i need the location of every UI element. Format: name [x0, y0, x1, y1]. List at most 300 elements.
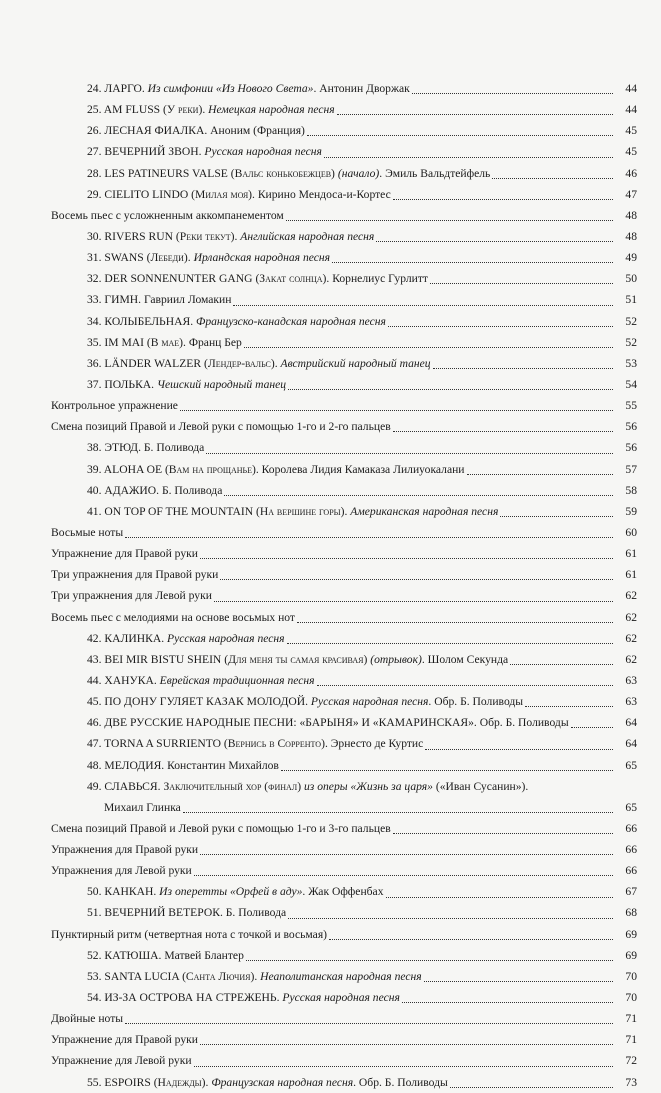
- dot-leader: [183, 812, 637, 813]
- toc-entry-text: [87, 268, 637, 289]
- dot-leader: [288, 918, 637, 919]
- dot-leader: [424, 981, 637, 982]
- dot-leader: [180, 410, 637, 411]
- dot-leader: [288, 389, 637, 390]
- dot-leader: [388, 326, 637, 327]
- toc-entry-title: [87, 437, 204, 458]
- toc-entry[interactable]: [0, 733, 661, 754]
- toc-entry-plain: . Обр. Б. Поливоды: [428, 695, 524, 709]
- toc-entry-smallcaps: (Вам на прощанье): [164, 462, 256, 476]
- toc-entry[interactable]: [0, 501, 661, 522]
- toc-entry[interactable]: [0, 649, 661, 670]
- toc-entry[interactable]: [0, 247, 661, 268]
- toc-entry-smallcaps: (Для меня ты самая красивая): [224, 652, 368, 666]
- toc-entry-text: [87, 332, 637, 353]
- toc-entry[interactable]: [0, 818, 661, 839]
- toc-entry-text: [87, 99, 637, 120]
- toc-entry[interactable]: [0, 585, 661, 606]
- toc-entry-text: [87, 78, 637, 99]
- toc-entry-main: 53. SANTA LUCIA: [87, 969, 183, 983]
- toc-entry-title: [87, 268, 428, 289]
- page-number: 70: [613, 987, 637, 1008]
- toc-entry-smallcaps: Заключительный хор (финал): [163, 779, 302, 793]
- toc-entry-italic: Немецкая народная песня: [208, 103, 335, 117]
- dot-leader: [393, 431, 637, 432]
- toc-entry-title: [87, 226, 374, 247]
- toc-entry[interactable]: [0, 78, 661, 99]
- toc-entry-text: [87, 733, 637, 754]
- page-number: 62: [613, 649, 637, 670]
- toc-entry-text: [87, 987, 637, 1008]
- toc-entry-main: Упражнение для Правой руки: [51, 547, 198, 561]
- toc-entry-text: [51, 818, 637, 839]
- page-number: 66: [613, 860, 637, 881]
- toc-entry-text: [87, 184, 637, 205]
- toc-entry-title: [87, 141, 322, 162]
- dot-leader: [307, 135, 637, 136]
- toc-entry-main: 48. МЕЛОДИЯ. Константин Михайлов: [87, 758, 279, 772]
- toc-entry-text: [87, 374, 637, 395]
- toc-entry-text: [51, 205, 637, 226]
- page-number: 69: [613, 945, 637, 966]
- toc-entry[interactable]: [0, 987, 661, 1008]
- toc-entry-italic: Французско-канадская народная песня: [196, 314, 386, 328]
- toc-entry-plain: . Эмиль Вальдтейфель: [379, 166, 491, 180]
- toc-entry-plain: . Жак Оффенбах: [302, 885, 384, 899]
- dot-leader: [337, 114, 637, 115]
- toc-entry-main: 49. СЛАВЬСЯ.: [87, 779, 164, 793]
- toc-entry-title: [104, 797, 181, 818]
- toc-entry-plain: . Эрнесто де Куртис: [324, 737, 424, 751]
- toc-entry-title: [87, 628, 285, 649]
- toc-entry-title: [51, 1008, 123, 1029]
- page-number: 44: [613, 99, 637, 120]
- toc-entry[interactable]: [0, 480, 661, 501]
- dot-leader: [467, 474, 638, 475]
- toc-entry-main: 52. КАТЮША. Матвей Блантер: [87, 948, 244, 962]
- toc-entry[interactable]: [0, 797, 661, 818]
- page-number: 49: [613, 247, 637, 268]
- toc-entry-text: [51, 924, 637, 945]
- toc-entry-text: [87, 670, 637, 691]
- dot-leader: [220, 579, 637, 580]
- page-number: 54: [613, 374, 637, 395]
- toc-entry-title: [51, 543, 198, 564]
- toc-entry-main: 42. КАЛИНКА.: [87, 631, 168, 645]
- dot-leader: [425, 749, 637, 750]
- toc-entry[interactable]: [0, 416, 661, 437]
- toc-entry[interactable]: [0, 459, 661, 480]
- page-number: 45: [613, 141, 637, 162]
- dot-leader: [317, 685, 637, 686]
- toc-entry-title: [87, 1072, 448, 1093]
- toc-entry[interactable]: [0, 268, 661, 289]
- dot-leader: [125, 1023, 637, 1024]
- toc-entry-title: [87, 966, 422, 987]
- toc-entry[interactable]: [0, 311, 661, 332]
- page-number: 48: [613, 226, 637, 247]
- dot-leader: [450, 1087, 637, 1088]
- toc-entry-text: [87, 649, 637, 670]
- toc-entry-title: [51, 416, 391, 437]
- toc-entry-main: 46. ДВЕ РУССКИЕ НАРОДНЫЕ ПЕСНИ: «БАРЫНЯ» И «КАМАРИНСКАЯ». Обр. Б. Поливоды: [87, 716, 569, 730]
- toc-entry-italic: Русская народная песня: [167, 631, 285, 645]
- dot-leader: [386, 897, 637, 898]
- toc-entry-main: 43. BEI MIR BISTU SHEIN: [87, 652, 225, 666]
- toc-entry-text: [51, 1008, 637, 1029]
- dot-leader: [200, 854, 637, 855]
- page-number: 65: [613, 797, 637, 818]
- toc-entry-plain: . Антонин Дворжак: [313, 82, 410, 95]
- toc-entry-main: 36. LÄNDER WALZER: [87, 356, 205, 370]
- toc-entry[interactable]: [0, 395, 661, 416]
- page-number: 59: [613, 501, 637, 522]
- page-number: 71: [613, 1029, 637, 1050]
- dot-leader: [194, 1066, 637, 1067]
- toc-entry-main: 35. IM MAI: [87, 335, 147, 349]
- toc-entry-title: [51, 205, 284, 226]
- toc-entry-title: [51, 395, 178, 416]
- page-number: 66: [613, 839, 637, 860]
- toc-entry-title: [51, 1050, 192, 1071]
- toc-entry-title: [51, 1029, 198, 1050]
- page-number: 55: [613, 395, 637, 416]
- toc-entry-title: [87, 987, 400, 1008]
- toc-entry-text: [87, 501, 637, 522]
- toc-entry-text: [87, 437, 637, 458]
- toc-entry-italic: Английская народная песня: [240, 229, 375, 243]
- page-number: 48: [613, 205, 637, 226]
- dot-leader: [286, 220, 637, 221]
- toc-entry-main: Восемь пьес с мелодиями на основе восьмых нот: [51, 610, 295, 624]
- toc-entry-title: [87, 480, 222, 501]
- toc-entry-text: [51, 839, 637, 860]
- toc-entry-smallcaps: (Закат солнца): [255, 272, 327, 286]
- toc-entry-main: 33. ГИМН. Гавриил Ломакин: [87, 293, 232, 307]
- toc-entry-text: [87, 226, 637, 247]
- toc-entry-italic: Русская народная песня: [310, 695, 429, 709]
- toc-entry-main: Двойные ноты: [51, 1012, 124, 1026]
- toc-entry[interactable]: [0, 881, 661, 902]
- toc-entry[interactable]: [0, 839, 661, 860]
- toc-entry-title: [87, 289, 231, 310]
- page-number: 70: [613, 966, 637, 987]
- page-number: 52: [613, 311, 637, 332]
- toc-entry-text: [87, 966, 637, 987]
- toc-entry-smallcaps: (У реки): [163, 103, 203, 117]
- dot-leader: [430, 283, 637, 284]
- toc-entry-title: [87, 311, 386, 332]
- dot-leader: [393, 199, 637, 200]
- toc-entry-plain: .: [274, 356, 281, 370]
- toc-entry-italic: (отрывок): [370, 652, 422, 666]
- toc-entry[interactable]: [0, 564, 661, 585]
- page-number: 62: [613, 607, 637, 628]
- toc-entry-title: [51, 564, 218, 585]
- toc-entry-plain: .: [202, 103, 209, 117]
- toc-entry-main: Упражнение для Левой руки: [51, 1054, 192, 1068]
- toc-entry-plain: . Франц Бер: [183, 335, 242, 349]
- toc-entry-title: [87, 755, 279, 776]
- toc-entry[interactable]: [0, 776, 661, 797]
- dot-leader: [329, 939, 637, 940]
- dot-leader: [332, 262, 637, 263]
- toc-entry[interactable]: [0, 374, 661, 395]
- toc-entry-italic: Неаполитанская народная песня: [260, 969, 422, 983]
- toc-entry-main: 29. CIELITO LINDO: [87, 187, 192, 201]
- toc-entry-title: [87, 670, 315, 691]
- toc-entry-text: [87, 163, 637, 184]
- toc-entry-main: 30. RIVERS RUN: [87, 229, 176, 243]
- toc-entry-title: [87, 902, 286, 923]
- toc-entry[interactable]: [0, 332, 661, 353]
- toc-entry-plain: .: [234, 229, 241, 243]
- toc-entry-title: [87, 184, 391, 205]
- toc-entry-smallcaps: (Реки текут): [175, 229, 235, 243]
- toc-entry-plain: . Шолом Секунда: [421, 652, 509, 666]
- toc-entry-main: Упражнения для Левой руки: [51, 864, 192, 878]
- toc-entry-main: 34. КОЛЫБЕЛЬНАЯ.: [87, 314, 196, 328]
- toc-entry-text: [87, 353, 637, 374]
- toc-entry-italic: из оперы «Жизнь за царя»: [304, 779, 433, 793]
- toc-entry-text: [51, 1050, 637, 1071]
- page-number: 71: [613, 1008, 637, 1029]
- page-number: 45: [613, 120, 637, 141]
- toc-entry[interactable]: [0, 607, 661, 628]
- page-number: 60: [613, 522, 637, 543]
- toc-entry-main: Пунктирный ритм (четвертная нота с точкой и восьмая): [51, 927, 328, 941]
- toc-entry[interactable]: [0, 353, 661, 374]
- page-number: 68: [613, 902, 637, 923]
- page-number: 65: [613, 755, 637, 776]
- dot-leader: [287, 643, 637, 644]
- dot-leader: [125, 537, 637, 538]
- toc-entry[interactable]: [0, 755, 661, 776]
- toc-entry[interactable]: [0, 1008, 661, 1029]
- dot-leader: [214, 601, 637, 602]
- toc-entry-title: [87, 776, 528, 797]
- toc-entry-text: [51, 522, 637, 543]
- toc-entry-smallcaps: (На вершине горы): [256, 504, 345, 518]
- toc-entry-smallcaps: (Вернись в Сорренто): [223, 737, 325, 751]
- toc-entry-title: [51, 585, 212, 606]
- toc-entry[interactable]: [0, 163, 661, 184]
- toc-entry-title: [87, 501, 498, 522]
- toc-entry-text: [87, 247, 637, 268]
- toc-entry[interactable]: [0, 902, 661, 923]
- toc-entry-main: 26. ЛЕСНАЯ ФИАЛКА. Аноним (Франция): [87, 124, 305, 138]
- page-number: 72: [613, 1050, 637, 1071]
- page-number: 63: [613, 670, 637, 691]
- toc-entry[interactable]: [0, 141, 661, 162]
- page-number: 63: [613, 691, 637, 712]
- toc-entry-main: 54. ИЗ-ЗА ОСТРОВА НА СТРЕЖЕНЬ.: [87, 991, 283, 1005]
- toc-entry-main: 45. ПО ДОНУ ГУЛЯЕТ КАЗАК МОЛОДОЙ.: [87, 695, 311, 709]
- toc-entry-main: Михаил Глинка: [104, 800, 181, 814]
- toc-entry-text: [87, 120, 637, 141]
- dot-leader: [393, 833, 637, 834]
- toc-entry-italic: Из симфонии «Из Нового Света»: [147, 82, 314, 95]
- toc-entry[interactable]: [0, 1029, 661, 1050]
- toc-entry-main: 38. ЭТЮД. Б. Поливода: [87, 441, 205, 455]
- toc-entry-smallcaps: (Надежды): [153, 1075, 206, 1089]
- toc-entry-title: [87, 78, 410, 99]
- toc-entry-text: [51, 585, 637, 606]
- toc-entry[interactable]: [0, 522, 661, 543]
- toc-entry[interactable]: [0, 543, 661, 564]
- toc-entry-text: [87, 691, 637, 712]
- toc-entry-text: [87, 902, 637, 923]
- dot-leader: [412, 93, 637, 94]
- toc-entry-plain: . Королева Лидия Камаказа Лилиуокалани: [255, 462, 465, 476]
- toc-entry[interactable]: [0, 691, 661, 712]
- toc-entry-main: 25. AM FLUSS: [87, 103, 164, 117]
- toc-entry-title: [87, 712, 569, 733]
- toc-entry-main: 28. LES PATINEURS VALSE: [87, 166, 231, 180]
- dot-leader: [224, 495, 637, 496]
- dot-leader: [194, 875, 637, 876]
- toc-entry-main: 40. АДАЖИО. Б. Поливода: [87, 483, 223, 497]
- page-number: 69: [613, 924, 637, 945]
- dot-leader: [233, 305, 637, 306]
- toc-entry-main: 39. ALOHA OE: [87, 462, 165, 476]
- page-number: 58: [613, 480, 637, 501]
- toc-entry-title: [87, 163, 490, 184]
- toc-entry-smallcaps: (Вальс конькобежцев): [230, 166, 335, 180]
- toc-entry-text: [87, 628, 637, 649]
- page-number: 44: [613, 78, 637, 99]
- toc-entry-italic: Русская народная песня: [204, 145, 322, 159]
- toc-entry[interactable]: [0, 1072, 661, 1093]
- toc-entry[interactable]: [0, 1050, 661, 1071]
- toc-entry-text: [87, 459, 637, 480]
- toc-entry-main: 41. ON TOP OF THE MOUNTAIN: [87, 504, 257, 518]
- dot-leader: [297, 622, 637, 623]
- toc-entry[interactable]: [0, 670, 661, 691]
- page-number: 46: [613, 163, 637, 184]
- toc-entry-plain: .: [254, 969, 261, 983]
- toc-entry[interactable]: [0, 860, 661, 881]
- toc-entry-italic: Чешский народный танец: [156, 377, 287, 391]
- toc-entry-smallcaps: (В мае): [146, 335, 184, 349]
- toc-entry[interactable]: [0, 99, 661, 120]
- page-number: 73: [613, 1072, 637, 1093]
- toc-entry[interactable]: [0, 945, 661, 966]
- toc-entry-main: Восьмые ноты: [51, 525, 124, 539]
- toc-entry-text: [51, 1029, 637, 1050]
- toc-entry[interactable]: [0, 924, 661, 945]
- toc-entry-italic: Из оперетты «Орфей в аду»: [159, 885, 303, 899]
- toc-entry-main: 51. ВЕЧЕРНИЙ ВЕТЕРОК. Б. Поливода: [87, 906, 287, 920]
- page-number: 51: [613, 289, 637, 310]
- page-number: 62: [613, 585, 637, 606]
- toc-entry-text: [104, 797, 637, 818]
- toc-entry-main: 44. ХАНУКА.: [87, 673, 160, 687]
- toc-entry-smallcaps: (Лебеди): [146, 251, 188, 265]
- dot-leader: [200, 1044, 637, 1045]
- toc-entry-main: 47. TORNA A SURRIENTO: [87, 737, 224, 751]
- toc-entry[interactable]: [0, 226, 661, 247]
- page-number: 53: [613, 353, 637, 374]
- toc-entry-text: [87, 881, 637, 902]
- toc-entry-title: [87, 733, 423, 754]
- toc-entry-smallcaps: (Лендер-вальс): [204, 356, 275, 370]
- dot-leader: [206, 453, 637, 454]
- toc-entry-text: [87, 289, 637, 310]
- toc-entry-title: [51, 860, 192, 881]
- dot-leader: [200, 558, 637, 559]
- toc-entry-title: [87, 247, 330, 268]
- toc-entry-italic: Французская народная песня: [211, 1075, 354, 1089]
- toc-entry-plain: . Обр. Б. Поливоды: [353, 1075, 448, 1089]
- page-number: 50: [613, 268, 637, 289]
- toc-entry-main: Три упражнения для Правой руки: [51, 568, 219, 582]
- toc-entry-title: [51, 607, 295, 628]
- toc-entry[interactable]: [0, 966, 661, 987]
- toc-entry-main: 32. DER SONNENUNTER GANG: [87, 272, 256, 286]
- toc-entry-plain: . Кирино Мендоса-и-Кортес: [252, 187, 391, 201]
- page-number: 66: [613, 818, 637, 839]
- toc-entry-smallcaps: (Милая моя): [191, 187, 253, 201]
- toc-entry-title: [51, 924, 327, 945]
- toc-entry[interactable]: [0, 184, 661, 205]
- toc-entry-plain: .: [187, 251, 194, 265]
- toc-entry[interactable]: [0, 120, 661, 141]
- toc-entry-title: [51, 839, 198, 860]
- toc-entry-text: [51, 416, 637, 437]
- toc-entry-main: Упражнение для Правой руки: [51, 1033, 198, 1047]
- toc-entry-main: Смена позиций Правой и Левой руки с помощью 1-го и 3-го пальцев: [51, 821, 391, 835]
- toc-entry[interactable]: [0, 289, 661, 310]
- toc-entry-plain: . Корнелиус Гурлитт: [326, 272, 428, 286]
- toc-entry-plain: .: [344, 504, 351, 518]
- toc-entry-title: [87, 691, 523, 712]
- toc-entry-italic: Еврейская традиционная песня: [159, 673, 315, 687]
- toc-entry[interactable]: [0, 437, 661, 458]
- dot-leader: [281, 770, 637, 771]
- toc-entry-smallcaps: (Санта Лючия): [182, 969, 255, 983]
- toc-entry-text: [87, 712, 637, 733]
- toc-entry-title: [87, 120, 305, 141]
- toc-entry[interactable]: [0, 205, 661, 226]
- toc-entry-italic: Русская народная песня: [282, 991, 400, 1005]
- toc-entry-main: 24. ЛАРГО.: [87, 82, 148, 95]
- toc-entry-title: [87, 881, 384, 902]
- toc-entry-text: [87, 755, 637, 776]
- toc-entry-plain: .: [205, 1075, 212, 1089]
- toc-entry-main: Смена позиций Правой и Левой руки с помощью 1-го и 2-го пальцев: [51, 420, 391, 434]
- dot-leader: [402, 1002, 637, 1003]
- toc-entry[interactable]: [0, 628, 661, 649]
- toc-entry-text: [87, 776, 637, 797]
- page-number: 52: [613, 332, 637, 353]
- toc-entry-main: Три упражнения для Левой руки: [51, 589, 212, 603]
- toc-entry-main: 31. SWANS: [87, 251, 147, 265]
- toc-entry-main: 55. ESPOIRS: [87, 1075, 154, 1089]
- dot-leader: [376, 241, 637, 242]
- dot-leader: [324, 157, 637, 158]
- dot-leader: [246, 960, 637, 961]
- toc-entry-text: [51, 564, 637, 585]
- toc-entry-italic: (начало): [337, 166, 380, 180]
- toc-entry-main: Упражнения для Правой руки: [51, 843, 199, 857]
- toc-entry[interactable]: [0, 712, 661, 733]
- toc-entry-main: 37. ПОЛЬКА.: [87, 377, 157, 391]
- table-of-contents: [0, 78, 661, 1093]
- page-number: 64: [613, 712, 637, 733]
- toc-entry-main: Контрольное упражнение: [51, 399, 178, 413]
- page-number: 47: [613, 184, 637, 205]
